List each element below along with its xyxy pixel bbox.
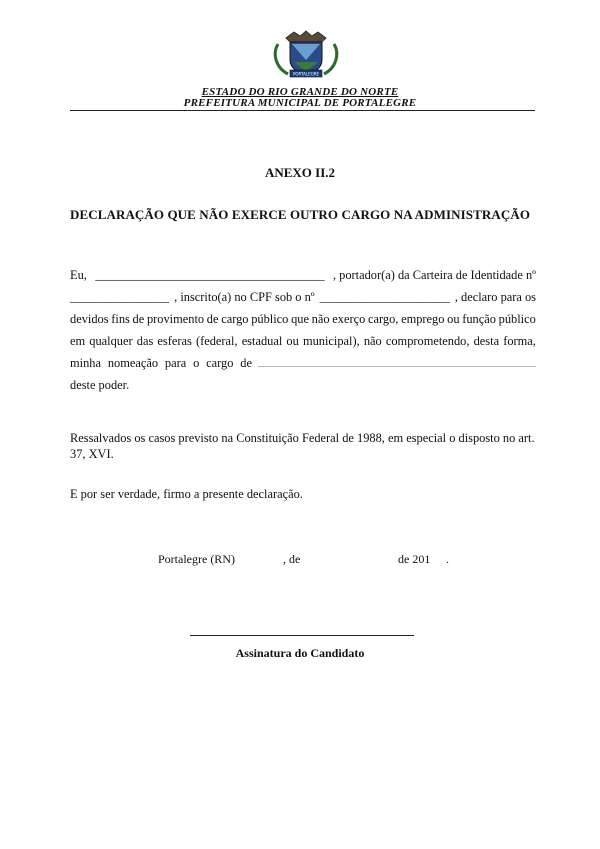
date-end: . <box>446 552 449 566</box>
body-word: nomeação <box>107 356 159 370</box>
body-word: esferas <box>157 334 192 348</box>
body-word: função <box>462 312 496 326</box>
body-line-3 <box>70 312 536 327</box>
body-word: comprometendo, <box>385 334 470 348</box>
body-word: ou <box>286 334 299 348</box>
body-word: qualquer <box>89 334 133 348</box>
prefecture-heading: PREFEITURA MUNICIPAL DE PORTALEGRE <box>183 97 417 109</box>
body-line-6: deste poder. <box>70 378 130 392</box>
body-word: não <box>311 312 330 326</box>
body-word: minha <box>70 356 101 370</box>
body-word: devidos <box>70 312 109 326</box>
body-word: cargo <box>221 312 249 326</box>
signature-label: Assinatura do Candidato <box>235 646 365 660</box>
body-word: municipal), <box>302 334 360 348</box>
body-word: (federal, <box>195 334 238 348</box>
body-word: não <box>363 334 382 348</box>
date-de-1: , de <box>283 552 301 566</box>
paragraph-3: E por ser verdade, firmo a presente declaração. <box>70 487 303 501</box>
date-city: Portalegre (RN) <box>158 552 235 566</box>
body-line-5 <box>70 356 536 371</box>
body-word: desta <box>473 334 500 348</box>
signature-line[interactable] <box>190 635 414 636</box>
municipal-crest-icon <box>270 30 342 80</box>
cargo-blank[interactable] <box>258 356 536 367</box>
body-word: provimento <box>146 312 205 326</box>
body-word: exerço <box>332 312 366 326</box>
declaration-title: DECLARAÇÃO QUE NÃO EXERCE OUTRO CARGO NA ADMINISTRAÇÃO <box>69 207 531 222</box>
body-word: de <box>206 312 219 326</box>
body-word: fins <box>111 312 130 326</box>
body-word: de <box>132 312 145 326</box>
body-line-1: Eu, _____________________________________ , portador(a) da Carteira de Identidade nº <box>70 268 536 282</box>
body-word: cargo, <box>367 312 399 326</box>
body-word: estadual <box>241 334 283 348</box>
cpf-blank[interactable]: _____________________ <box>319 290 450 304</box>
body-word: em <box>70 334 86 348</box>
body-word: cargo <box>206 356 234 370</box>
body-word: para <box>164 356 187 370</box>
svg-text:PORTALEGRE: PORTALEGRE <box>292 71 320 77</box>
body-word: público <box>251 312 289 326</box>
body-word: o <box>193 356 200 370</box>
body-word: emprego <box>401 312 445 326</box>
paragraph-2-line-1: Ressalvados os casos previsto na Constituição Federal de 1988, em especial o disposto no art. <box>70 431 535 445</box>
name-blank[interactable]: _____________________________________ <box>95 268 325 282</box>
body-word: das <box>136 334 154 348</box>
id-number-blank[interactable]: ________________ <box>70 290 170 304</box>
body-word: que <box>291 312 309 326</box>
body-word: de <box>240 356 252 370</box>
body-word: público <box>498 312 536 326</box>
body-word: ou <box>447 312 460 326</box>
body-word: forma, <box>503 334 536 348</box>
header-divider <box>70 110 535 111</box>
paragraph-2-line-2: 37, XVI. <box>70 447 114 461</box>
annex-title: ANEXO II.2 <box>264 165 336 180</box>
body-line-2: ________________ , inscrito(a) no CPF sob o nº _____________________ , declaro para os <box>70 290 536 304</box>
body-line-4 <box>70 334 536 349</box>
state-heading: ESTADO DO RIO GRANDE DO NORTE <box>201 86 399 98</box>
date-de-2: de 201 <box>398 552 431 566</box>
